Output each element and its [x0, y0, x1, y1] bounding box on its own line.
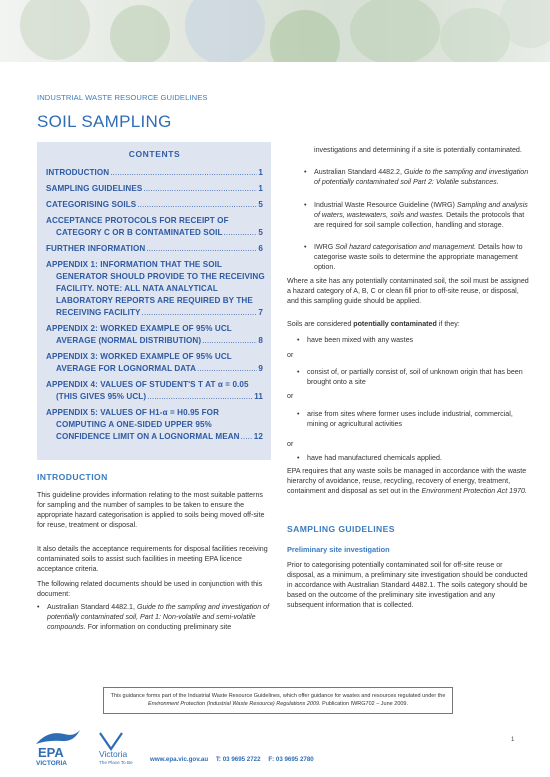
related-doc-bullet-1 [37, 603, 273, 633]
toc-page-number: 8 [258, 336, 263, 345]
toc-entry-title: ACCEPTANCE PROTOCOLS FOR RECEIPT OF [46, 216, 229, 225]
epa-logo-subtext: VICTORIA [36, 760, 67, 766]
banner-decoration [20, 0, 90, 60]
page-number: 1 [511, 737, 515, 743]
epa-logo-text: EPA [38, 745, 64, 760]
toc-entry-line [46, 391, 263, 403]
toc-entry-line [46, 183, 263, 195]
related-doc-bullet-4 [304, 243, 532, 273]
contents-heading: CONTENTS [128, 149, 181, 159]
introduction-heading: INTRODUCTION [37, 472, 108, 482]
toc-entry-title: RECEIVING FACILITY [56, 308, 141, 317]
toc-entry-title: APPENDIX 5: VALUES OF H1-α = H0.95 FOR [46, 408, 220, 417]
bullet-italic-text: Soil hazard categorisation and management. [335, 243, 477, 251]
banner-decoration [350, 0, 440, 62]
toc-entry[interactable] [46, 259, 263, 319]
toc-leader-dots [142, 307, 258, 319]
condition-bullet-4: • have had manufactured chemicals applied. [297, 454, 532, 464]
toc-entry-line [46, 407, 263, 419]
intro-paragraph-3: The following related documents should be used in conjunction with this document: [37, 580, 263, 598]
toc-entry-title: FURTHER INFORMATION [46, 244, 146, 253]
toc-entry-title: AVERAGE FOR LOGNORMAL DATA [56, 364, 197, 373]
toc-leader-dots [137, 199, 257, 211]
where-paragraph: Where a site has any potentially contaminated soil, the soil must be assigned a hazard category of A, B, C or clean fill prior to off-site reuse, or disposal, and this sampling guide should be applied. [287, 277, 529, 305]
bullet-italic-text: Guide to the sampling and investigation of potentially contaminated soil Part 2: Volatile substances. [314, 168, 529, 186]
toc-entry[interactable] [46, 183, 263, 195]
victoria-logo-text: Victoria [99, 749, 128, 759]
toc-entry-title: (THIS GIVES 95% UCL) [56, 392, 147, 401]
condition-bullet-3: • arise from sites where former uses include industrial, commercial, mining or agricultural activities [297, 410, 532, 430]
toc-leader-dots [146, 243, 257, 255]
toc-entry-title: APPENDIX 4: VALUES OF STUDENT'S T AT α = 0.05 [46, 380, 249, 389]
header-banner-image [0, 0, 550, 62]
toc-entry[interactable] [46, 199, 263, 211]
victoria-logo [97, 729, 141, 765]
toc-leader-dots [147, 391, 253, 403]
toc-entry-line [46, 379, 263, 391]
series-title: INDUSTRIAL WASTE RESOURCE GUIDELINES [37, 93, 208, 102]
toc-leader-dots [224, 227, 258, 239]
toc-list [46, 167, 263, 443]
bullet-text: Australian Standard 4482.1, [47, 603, 135, 611]
guidance-footnote-box [103, 687, 453, 714]
toc-entry[interactable] [46, 351, 263, 375]
telephone-number: T: 03 9695 2722 [215, 756, 261, 763]
bullet-text: For information on conducting preliminary site [87, 622, 232, 631]
bullet-text: Australian Standard 4482.2, [314, 168, 402, 176]
condition-bullet-1: • have been mixed with any wastes [297, 336, 532, 346]
toc-entry-line [46, 323, 263, 335]
toc-entry-title: INTRODUCTION [46, 168, 110, 177]
toc-entry-title: APPENDIX 2: WORKED EXAMPLE OF 95% UCL [46, 324, 232, 333]
toc-entry-title: APPENDIX 3: WORKED EXAMPLE OF 95% UCL [46, 352, 232, 361]
toc-entry-line [46, 271, 263, 283]
toc-entry[interactable] [46, 407, 263, 443]
toc-entry-line [46, 243, 263, 255]
epa-victoria-logo [34, 726, 82, 766]
toc-entry[interactable] [46, 379, 263, 403]
toc-entry-line [46, 307, 263, 319]
bullet-text: IWRG [314, 243, 334, 251]
epa-act-name: Environment Protection Act 1970. [421, 486, 527, 495]
toc-entry-line [46, 363, 263, 375]
toc-entry-line [46, 419, 263, 431]
condition-bullet-2: • consist of, or partially consist of, soil of unknown origin that has been brought onto a site [297, 368, 532, 388]
toc-page-number: 1 [258, 184, 263, 193]
victoria-logo-tagline: The Place To Be [99, 760, 133, 765]
toc-page-number: 11 [254, 392, 263, 401]
toc-leader-dots [143, 183, 257, 195]
toc-entry-title: CATEGORISING SOILS [46, 200, 137, 209]
page-title: SOIL SAMPLING [37, 112, 172, 131]
toc-entry-title: COMPUTING A ONE-SIDED UPPER 95% [56, 420, 212, 429]
bullet-text: Industrial Waste Resource Guideline (IWRG) [314, 201, 455, 209]
toc-leader-dots [197, 363, 257, 375]
toc-entry-title: LABORATORY REPORTS ARE REQUIRED BY THE [56, 296, 253, 305]
toc-entry-line [46, 295, 263, 307]
toc-entry-title: AVERAGE (NORMAL DISTRIBUTION) [56, 336, 202, 345]
toc-entry-line [46, 335, 263, 347]
intro-paragraph-2: It also details the acceptance requirements for disposal facilities receiving contaminated soils to assist such facilities in meeting EPA licence acceptance criteria. [37, 545, 268, 573]
or-separator: or [287, 351, 294, 359]
toc-entry-line [46, 167, 263, 179]
footnote-regulation-name: Environment Protection (Industrial Waste Resource) Regulations 2009. [147, 701, 321, 707]
soils-text: Soils are considered [287, 320, 352, 328]
epa-text: EPA requires that any waste soils be managed in accordance with the waste hierarchy of avoidance, reuse, recycling, recovery of energy, treatment, containment and disposal as set out in the [287, 467, 527, 495]
banner-decoration [110, 5, 170, 62]
toc-page-number: 5 [258, 200, 263, 209]
or-separator: or [287, 392, 294, 400]
contents-box [37, 142, 271, 460]
footnote-text: This guidance forms part of the Industrial Waste Resource Guidelines, which offer guidance for wastes and resources regulated under the [110, 693, 446, 699]
toc-entry[interactable] [46, 215, 263, 239]
toc-entry-title: GENERATOR SHOULD PROVIDE TO THE RECEIVING [56, 272, 265, 281]
preliminary-paragraph: Prior to categorising potentially contaminated soil for off-site reuse or disposal, as a minimum, a preliminary site investigation should be conducted in accordance with Australian Standard 4482.1. The soils category should be based on the outcome of the preliminary site investigation and any subsequent information that is collected. [287, 561, 528, 609]
toc-page-number: 9 [258, 364, 263, 373]
toc-entry-line [46, 215, 263, 227]
toc-page-number: 12 [253, 432, 263, 441]
toc-page-number: 5 [258, 228, 263, 237]
soils-text: if they: [438, 320, 460, 328]
banner-decoration [270, 10, 340, 62]
bullet-italic-text: Sampling and analysis of waters, wastewaters, soils and wastes. [314, 201, 528, 219]
toc-leader-dots [202, 335, 257, 347]
soils-bold-text: potentially contaminated [353, 320, 437, 328]
fax-number: F: 03 9695 2780 [268, 756, 314, 763]
toc-entry-title: APPENDIX 1: INFORMATION THAT THE SOIL [46, 260, 223, 269]
bullet-text: Details how to categorise waste soils to determine the appropriate management option. [314, 243, 523, 271]
bullet-continuation: investigations and determining if a site is potentially contaminated. [314, 146, 522, 154]
toc-leader-dots [110, 167, 257, 179]
toc-entry-title: FACILITY. NOTE: ALL NATA ANALYTICAL [56, 284, 218, 293]
contact-line [150, 756, 320, 763]
website-link[interactable]: www.epa.vic.gov.au [150, 756, 209, 763]
bullet-italic-text: Guide to the sampling and investigation of potentially contaminated soil, Part 1: Non-volatile and semi-volatile compounds. [47, 603, 270, 631]
toc-leader-dots [241, 431, 253, 443]
toc-entry-line [46, 283, 263, 295]
toc-entry-line [46, 199, 263, 211]
toc-entry-line [46, 351, 263, 363]
related-doc-bullet-3 [304, 201, 532, 231]
related-doc-bullet-2 [304, 168, 532, 188]
intro-paragraph-1: This guideline provides information relating to the most suitable patterns for sampling and the number of samples to be taken to ensure the appropriate hazard categorisation is applied to soils being moved off-site for reuse, treatment or disposal. [37, 491, 265, 529]
toc-entry[interactable] [46, 167, 263, 179]
bullet-text: Details the protocols that are required for soil sample collection, handling and storage. [314, 210, 525, 229]
toc-entry-title: SAMPLING GUIDELINES [46, 184, 143, 193]
preliminary-investigation-heading: Preliminary site investigation [287, 545, 390, 554]
toc-entry-title: CATEGORY C OR B CONTAMINATED SOIL [56, 228, 223, 237]
or-separator: or [287, 440, 294, 448]
epa-paragraph [287, 467, 532, 497]
toc-page-number: 6 [258, 244, 263, 253]
banner-decoration [185, 0, 265, 62]
toc-page-number: 7 [258, 308, 263, 317]
toc-entry-line [46, 227, 263, 239]
page-footer [0, 714, 550, 777]
toc-page-number: 1 [258, 168, 263, 177]
footnote-publication: Publication IWRG702 – June 2009. [322, 701, 409, 707]
toc-entry[interactable] [46, 323, 263, 347]
toc-entry[interactable] [46, 243, 263, 255]
toc-entry-line [46, 431, 263, 443]
toc-entry-title: CONFIDENCE LIMIT ON A LOGNORMAL MEAN [56, 432, 240, 441]
sampling-guidelines-heading: SAMPLING GUIDELINES [287, 524, 395, 534]
soils-paragraph [287, 320, 532, 330]
toc-entry-line [46, 259, 263, 271]
